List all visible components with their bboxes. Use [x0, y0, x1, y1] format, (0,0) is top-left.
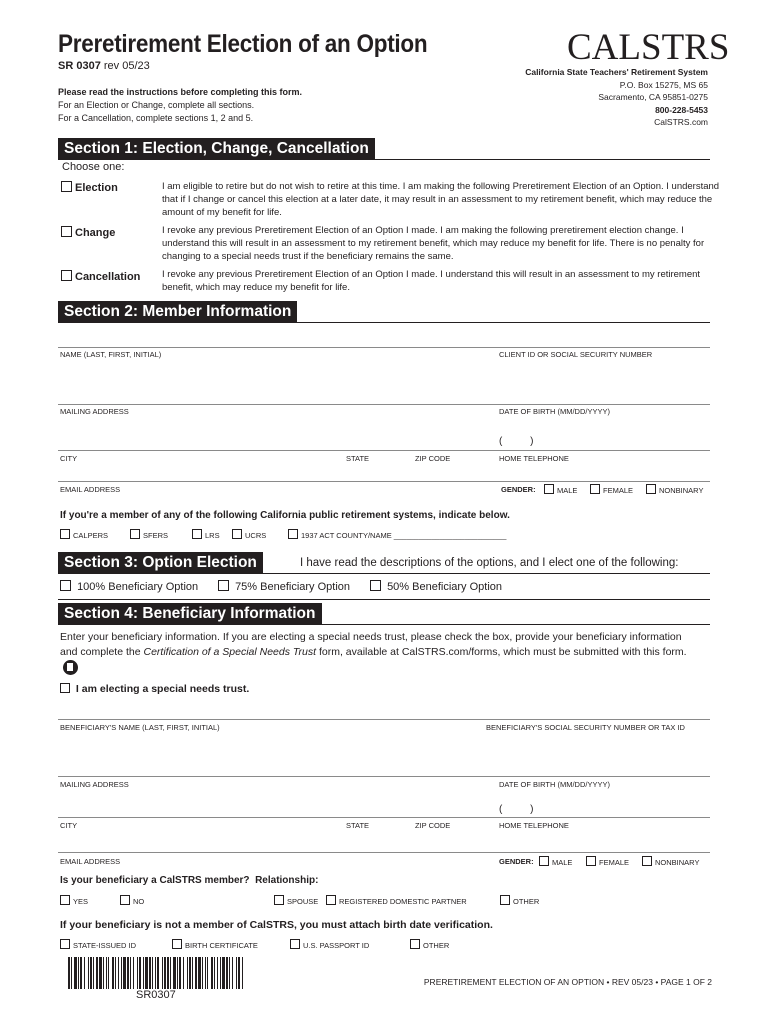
beneficiary-city-field[interactable]: CITY [60, 821, 78, 830]
gender-female-option[interactable]: FEMALE [586, 856, 629, 867]
barcode-bar [220, 957, 221, 989]
divider [58, 573, 710, 574]
gender-female-option[interactable]: FEMALE [590, 484, 633, 495]
instructions: Please read the instructions before completing this form. For an Election or Change, complete all sections. For a Cancellation, complete sections 1, 2 and 5. [58, 87, 303, 123]
barcode-bar [232, 957, 233, 989]
divider [58, 599, 710, 600]
act-county-option[interactable]: 1937 ACT COUNTY/NAME ___________________________ [288, 529, 506, 540]
ucrs-option[interactable]: UCRS [232, 529, 266, 540]
state-id-option[interactable]: STATE-ISSUED ID [60, 939, 136, 950]
barcode-bar [226, 957, 228, 989]
barcode-bar [121, 957, 122, 989]
form-link-icon[interactable] [63, 660, 78, 675]
divider [58, 624, 710, 625]
passport-option[interactable]: U.S. PASSPORT ID [290, 939, 369, 950]
lrs-option[interactable]: LRS [192, 529, 220, 540]
beneficiary-dob-field[interactable]: DATE OF BIRTH (MM/DD/YYYY) [499, 780, 610, 789]
barcode-bar [183, 957, 184, 989]
barcode-bar [177, 957, 178, 989]
checkbox[interactable] [370, 580, 381, 591]
barcode-bar [205, 957, 206, 989]
checkbox[interactable] [130, 529, 140, 539]
field-line [58, 481, 710, 482]
member-question: Is your beneficiary a CalSTRS member? Relationship: [60, 875, 319, 886]
checkbox[interactable] [232, 529, 242, 539]
relationship-other-option[interactable]: OTHER [500, 895, 539, 906]
barcode-bar [133, 957, 134, 989]
barcode-bar [214, 957, 215, 989]
barcode-bar [99, 957, 102, 989]
gender-nonbinary-option[interactable]: NONBINARY [642, 856, 699, 867]
field-line [58, 719, 710, 720]
barcode-bar [115, 957, 116, 989]
form-number: SR 0307 rev 05/23 [58, 60, 150, 72]
barcode-bar [207, 957, 208, 989]
barcode-bar [143, 957, 144, 989]
member-no-option[interactable]: NO [120, 895, 144, 906]
barcode-bar [118, 957, 119, 989]
beneficiary-state-field[interactable]: STATE [346, 821, 370, 830]
beneficiary-zip-field[interactable]: ZIP CODE [415, 821, 451, 830]
barcode-bar [157, 957, 159, 989]
email-field[interactable]: EMAIL ADDRESS [60, 485, 121, 494]
barcode-bar [96, 957, 98, 989]
barcode-bar [211, 957, 213, 989]
beneficiary-name-field[interactable]: BENEFICIARY'S NAME (LAST, FIRST, INITIAL) [60, 723, 220, 732]
gender-label: GENDER: [501, 485, 536, 494]
barcode [68, 957, 244, 989]
barcode-bar [130, 957, 131, 989]
field-line [58, 404, 710, 405]
page-footer: PRERETIREMENT ELECTION OF AN OPTION • REV 05/23 • PAGE 1 OF 2 [423, 977, 712, 987]
barcode-bar [112, 957, 114, 989]
beneficiary-phone-field[interactable]: HOME TELEPHONE [499, 821, 569, 830]
checkbox[interactable] [60, 939, 70, 949]
form-title: Preretirement Election of an Option [58, 30, 428, 58]
barcode-bar [71, 957, 72, 989]
field-line [58, 852, 710, 853]
section1-heading: Section 1: Election, Change, Cancellation [58, 138, 375, 160]
barcode-bar [236, 957, 237, 989]
verification-other-option[interactable]: OTHER [410, 939, 449, 950]
option-statement: I have read the descriptions of the options, and I elect one of the following: [300, 557, 679, 569]
divider [58, 159, 710, 160]
home-phone-field[interactable]: HOME TELEPHONE [499, 454, 569, 463]
barcode-bar [90, 957, 92, 989]
member-yes-option[interactable]: YES [60, 895, 88, 906]
barcode-bar [84, 957, 85, 989]
checkbox[interactable] [642, 856, 652, 866]
client-id-field[interactable]: CLIENT ID OR SOCIAL SECURITY NUMBER [499, 350, 653, 359]
checkbox[interactable] [60, 895, 70, 905]
barcode-bar [179, 957, 181, 989]
barcode-bar [170, 957, 171, 989]
mailing-address-field[interactable]: MAILING ADDRESS [60, 407, 129, 416]
barcode-bar [217, 957, 218, 989]
systems-question: If you're a member of any of the following California public retirement systems, indicate below. [60, 510, 510, 521]
election-text: I am eligible to retire but do not wish to retire at this time. I am making the following Preretirement Election of an Option. I understand that if I change or cancel this election at a later date, it may result in an assessment to my retirement benefit, which may reduce the amount of my benefit for life. [162, 181, 720, 218]
org-address: California State Teachers' Retirement System P.O. Box 15275, MS 65 Sacramento, CA 95851-0275 800-228-5453 CalSTRS.com [525, 67, 708, 127]
barcode-bar [155, 957, 156, 989]
change-option[interactable]: Change [61, 226, 115, 239]
barcode-bar [192, 957, 193, 989]
gender-male-option[interactable]: MALE [544, 484, 577, 495]
section3-heading: Section 3: Option Election [58, 552, 263, 574]
barcode-bar [198, 957, 201, 989]
checkbox[interactable] [544, 484, 554, 494]
gender-male-option[interactable]: MALE [539, 856, 572, 867]
relationship-spouse-option[interactable]: SPOUSE [274, 895, 318, 906]
election-option[interactable]: Election [61, 181, 118, 194]
state-field[interactable]: STATE [346, 454, 370, 463]
barcode-bar [74, 957, 77, 989]
checkbox[interactable] [120, 895, 130, 905]
barcode-bar [167, 957, 169, 989]
barcode-bar [127, 957, 129, 989]
barcode-bar [80, 957, 82, 989]
barcode-bar [173, 957, 176, 989]
field-line [58, 450, 710, 451]
barcode-bar [123, 957, 126, 989]
barcode-bar [187, 957, 188, 989]
barcode-bar [108, 957, 109, 989]
barcode-bar [68, 957, 70, 989]
checkbox[interactable] [274, 895, 284, 905]
cancellation-option[interactable]: Cancellation [61, 270, 140, 283]
checkbox[interactable] [539, 856, 549, 866]
checkbox[interactable] [218, 580, 229, 591]
special-needs-option[interactable]: I am electing a special needs trust. [60, 683, 249, 696]
field-line [58, 776, 710, 777]
barcode-bar [202, 957, 203, 989]
barcode-bar [145, 957, 148, 989]
barcode-bar [93, 957, 94, 989]
checkbox[interactable] [500, 895, 510, 905]
calstrs-logo: CALSTRS [567, 27, 730, 68]
barcode-bar [195, 957, 197, 989]
divider [58, 322, 710, 323]
phone-area-code: ( ) [499, 436, 534, 447]
barcode-bar [164, 957, 166, 989]
relationship-partner-option[interactable]: REGISTERED DOMESTIC PARTNER [326, 895, 467, 906]
calpers-option[interactable]: CALPERS [60, 529, 108, 540]
gender-label: GENDER: [499, 857, 534, 866]
birth-certificate-option[interactable]: BIRTH CERTIFICATE [172, 939, 258, 950]
option-50[interactable]: 50% Beneficiary Option [370, 580, 502, 594]
barcode-bar [229, 957, 230, 989]
barcode-bar [137, 957, 138, 989]
cancellation-text: I revoke any previous Preretirement Election of an Option I made. I understand this will result in an assessment to my retirement benefit, which may reduce my benefit for life. [162, 269, 701, 293]
checkbox[interactable] [326, 895, 336, 905]
barcode-text: SR0307 [136, 989, 176, 1001]
field-line [58, 817, 710, 818]
city-field[interactable]: CITY [60, 454, 78, 463]
barcode-bar [106, 957, 107, 989]
cancellation-checkbox[interactable] [61, 270, 72, 281]
barcode-bar [152, 957, 153, 989]
field-line [58, 347, 710, 348]
checkbox[interactable] [192, 529, 202, 539]
checkbox[interactable] [60, 580, 71, 591]
beneficiary-intro: Enter your beneficiary information. If you are electing a special needs trust, please check the box, provide your beneficiary information and complete the Certification of a Special Needs Trust form, available at CalSTRS.com/forms, which must be submitted with this form. [60, 630, 700, 677]
dob-field[interactable]: DATE OF BIRTH (MM/DD/YYYY) [499, 407, 610, 416]
barcode-bar [103, 957, 104, 989]
checkbox[interactable] [586, 856, 596, 866]
barcode-bar [162, 957, 163, 989]
barcode-bar [238, 957, 240, 989]
option-75[interactable]: 75% Beneficiary Option [218, 580, 350, 594]
barcode-bar [88, 957, 89, 989]
name-field[interactable]: NAME (LAST, FIRST, INITIAL) [60, 350, 162, 359]
section2-heading: Section 2: Member Information [58, 301, 297, 323]
barcode-bar [242, 957, 243, 989]
beneficiary-email-field[interactable]: EMAIL ADDRESS [60, 857, 121, 866]
verification-statement: If your beneficiary is not a member of CalSTRS, you must attach birth date verification. [60, 919, 493, 931]
barcode-bar [189, 957, 191, 989]
change-text: I revoke any previous Preretirement Election of an Option I made. I am making the following preretirement election change. I understand this will result in an assessment to my retirement benefit, which may reduce my benefit for life. There is no penalty for changing to a special needs trust if the beneficiary remains the same. [162, 225, 705, 262]
phone-area-code: ( ) [499, 804, 534, 815]
beneficiary-ssn-field[interactable]: BENEFICIARY'S SOCIAL SECURITY NUMBER OR TAX ID [486, 723, 685, 732]
election-checkbox[interactable] [61, 181, 72, 192]
checkbox[interactable] [590, 484, 600, 494]
gender-nonbinary-option[interactable]: NONBINARY [646, 484, 703, 495]
change-checkbox[interactable] [61, 226, 72, 237]
option-100[interactable]: 100% Beneficiary Option [60, 580, 198, 594]
checkbox[interactable] [410, 939, 420, 949]
zip-field[interactable]: ZIP CODE [415, 454, 451, 463]
beneficiary-mailing-field[interactable]: MAILING ADDRESS [60, 780, 129, 789]
barcode-bar [149, 957, 151, 989]
barcode-bar [139, 957, 141, 989]
section4-heading: Section 4: Beneficiary Information [58, 603, 322, 625]
checkbox[interactable] [172, 939, 182, 949]
checkbox[interactable] [290, 939, 300, 949]
barcode-bar [78, 957, 79, 989]
checkbox[interactable] [288, 529, 298, 539]
checkbox[interactable] [646, 484, 656, 494]
sfers-option[interactable]: SFERS [130, 529, 168, 540]
checkbox[interactable] [60, 529, 70, 539]
choose-one: Choose one: [62, 161, 125, 173]
barcode-bar [222, 957, 225, 989]
checkbox[interactable] [60, 683, 70, 693]
